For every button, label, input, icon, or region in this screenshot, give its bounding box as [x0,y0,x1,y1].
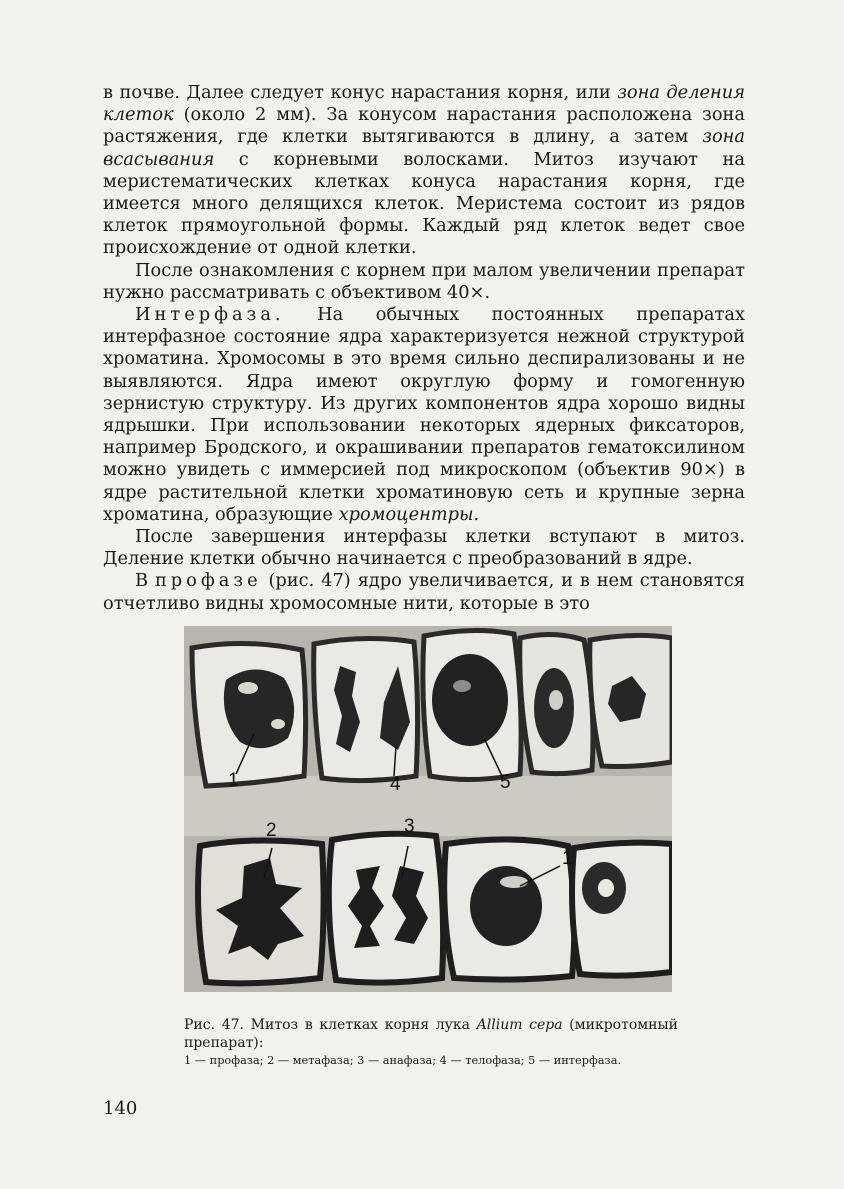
figure-caption [184,1016,678,1068]
micrograph-illustration [184,626,672,992]
paragraph-interphase [103,304,745,526]
paragraph-prophase [103,570,745,614]
text-run: Рис. 47. Митоз в клетках корня лука [184,1017,477,1033]
label-prophase-top: 1 [228,770,239,791]
text-run: В [135,570,155,592]
spaced-term-prophase: профазе [154,570,262,592]
nucleolus [549,690,563,710]
text-run: (микротомный препарат): [184,1017,678,1051]
caption-legend: 1 — профаза; 2 — метафаза; 3 — анафаза; 4 — телофаза; 5 — интерфаза. [184,1054,622,1067]
cell-interphase-bottom [572,843,672,976]
nucleolus [500,876,528,888]
nucleolus [238,682,258,694]
nucleolus [598,879,614,897]
italic-term-division-zone: зона деления клеток [103,82,745,126]
figure-mitosis-micrograph [184,626,672,992]
paragraph-root-zones [103,82,745,260]
page-number: 140 [103,1098,138,1119]
italic-term-chromocenters: хромоцентры. [338,503,480,525]
label-metaphase: 2 [266,820,277,841]
nucleolus [271,719,285,729]
label-anaphase: 3 [404,816,415,837]
text-run: (около 2 мм). За конусом нарастания расположена зона растяжения, где клетки вытягиваются в длину, а затем [103,104,745,148]
label-prophase-bottom: 1 [562,848,573,869]
label-interphase: 5 [500,772,511,793]
species-name: Allium cepa [476,1017,563,1033]
nucleus-interphase [432,654,508,746]
cell-anaphase [329,834,443,983]
text-run: На обычных постоянных препаратах интерфазное состояние ядра характеризуется нежной структурой хроматина. Хромосомы в это время сильно деспирализованы и не выявляются. Ядра имеют округлую форму и гомогенную зернистую структуру. Из других компонентов ядра хорошо видны ядрышки. При использовании некоторых ядерных фиксаторов, например Бродского, и окрашивании препаратов гематоксилином можно увидеть с иммерсией под микроскопом (объектив 90×) в ядре растительной клетки хроматиновую сеть и крупные зерна хроматина, образующие [103,304,745,525]
italic-term-absorption-zone: зона всасывания [103,126,745,170]
paragraph-magnification: После ознакомления с корнем при малом увеличении препарат нужно рассматривать с объективом 40×. [103,259,745,303]
text-run: (рис. 47) ядро увеличивается, и в нем становятся отчетливо видны хромосомные нити, которые в это [103,570,745,614]
body-text [103,82,745,615]
caption-title [184,1016,678,1052]
label-telophase: 4 [390,774,401,795]
paragraph-mitosis-start: После завершения интерфазы клетки вступают в митоз. Деление клетки обычно начинается с преобразований в ядре. [103,526,745,570]
spaced-term-interphase: Интерфаза. [135,304,285,326]
nucleolus [453,680,471,692]
text-run: в почве. Далее следует конус нарастания корня, или [103,82,618,103]
text-run: с корневыми волосками. Митоз изучают на меристематических клетках конуса нарастания корня, где имеется много делящихся клеток. Меристема состоит из рядов клеток прямоугольной формы. Каждый ряд клеток ведет свое происхождение от одной клетки. [103,148,745,259]
micrograph-gap [184,776,672,836]
